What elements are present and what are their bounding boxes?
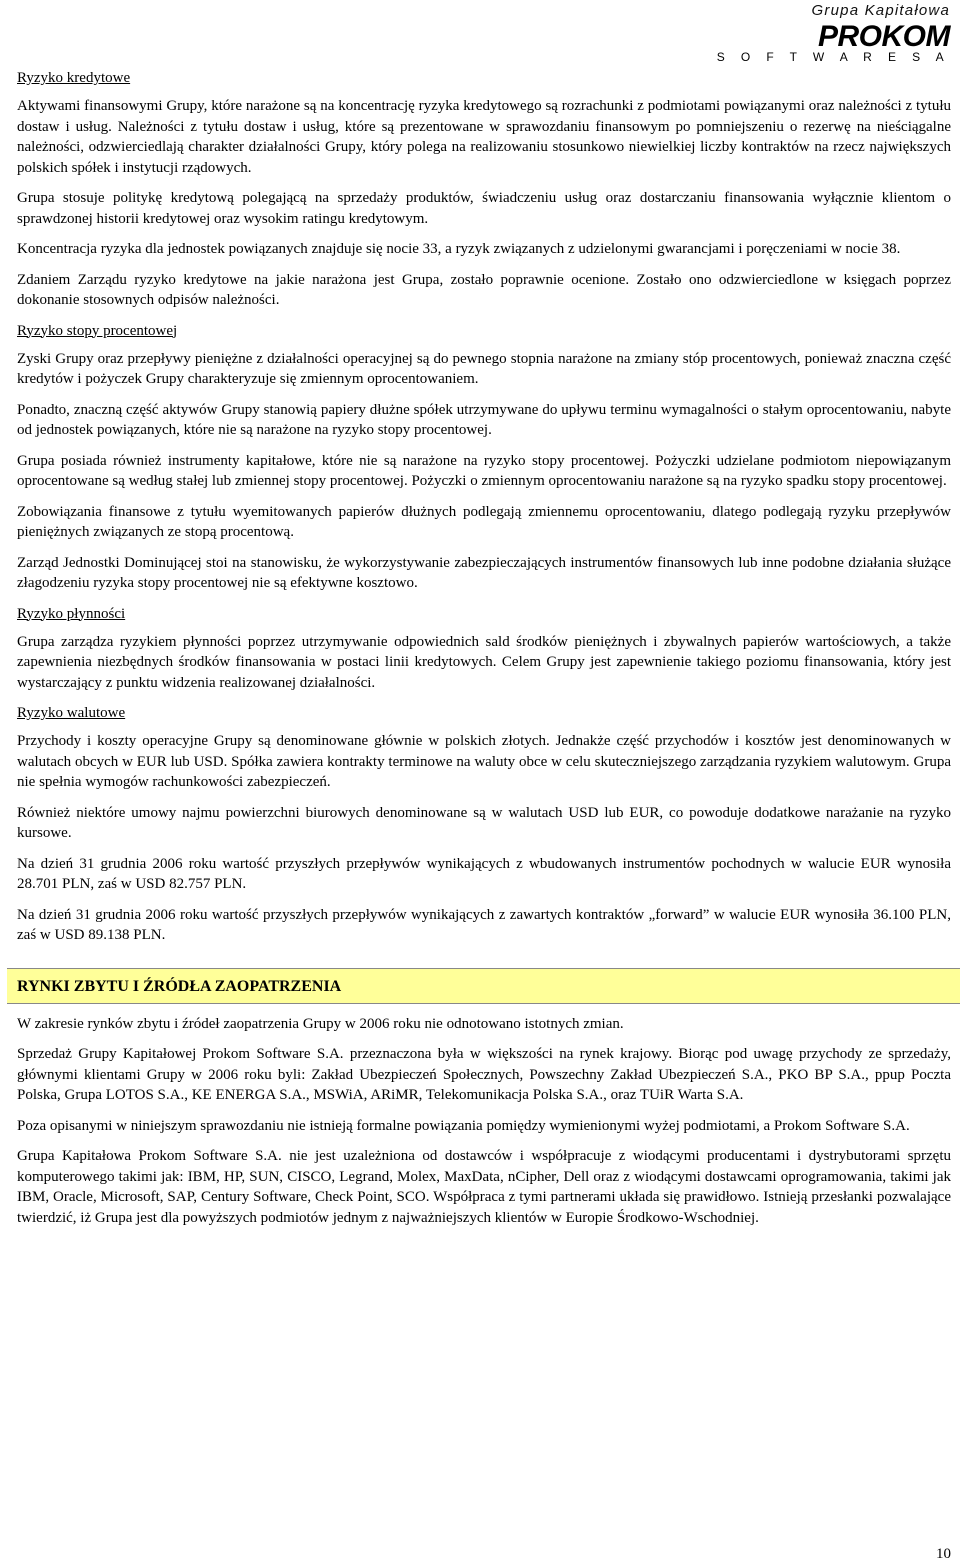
paragraph: Grupa stosuje politykę kredytową polegającą na sprzedaży produktów, świadczeniu usług oraz dostarczaniu finansowania wyłącznie klientom o sprawdzonej historii kredytowej oraz wysokim ratingu kredytowym. xyxy=(17,190,951,227)
paragraph: Na dzień 31 grudnia 2006 roku wartość przyszłych przepływów wynikających z wbudowanych instrumentów pochodnych w walucie EUR wynosiła 28.701 PLN, zaś w USD 82.757 PLN. xyxy=(17,855,951,892)
paragraph: Przychody i koszty operacyjne Grupy są denominowane głównie w polskich złotych. Jednakże część przychodów i kosztów jest denominowanych w walutach obcych w EUR lub USD. Spółka zawiera kontrakty terminowe na waluty obce w celu skuteczniejszego zarządzania ryzykiem walutowym. Grupa nie spełnia wymogów rachunkowości zabezpieczeń. xyxy=(17,733,951,790)
logo-sub-text: S O F T W A R E S A xyxy=(716,50,950,64)
paragraph: Zarząd Jednostki Dominującej stoi na stanowisku, że wykorzystywanie zabezpieczających instrumentów finansowych lub inne podobne działania służące złagodzeniu ryzyka stopy procentowej nie są efektywne kosztowo. xyxy=(17,554,951,591)
paragraph: Grupa zarządza ryzykiem płynności poprzez utrzymywanie odpowiednich sald środków pieniężnych i zbywalnych papierów wartościowych, a także zapewnienia niezbędnych środków finansowania w postaci linii kredytowych. Celem Grupy jest zapewnienie takiego poziomu finansowania, który jest wystarczający z punktu widzenia realizowanej działalności. xyxy=(17,633,951,691)
paragraph: W zakresie rynków zbytu i źródeł zaopatrzenia Grupy w 2006 roku nie odnotowano istotnych zmian. xyxy=(17,1015,624,1032)
paragraph: Zdaniem Zarządu ryzyko kredytowe na jakie narażona jest Grupa, zostało poprawnie ocenione. Zostało ono odzwierciedlone w księgach poprzez dokonanie stosownych odpisów należności. xyxy=(17,271,951,308)
paragraph: Zyski Grupy oraz przepływy pieniężne z działalności operacyjnej są do pewnego stopnia narażone na zmiany stóp procentowych, ponieważ znaczna część kredytów i pożyczek Grupy charakteryzuje się zmiennym oprocentowaniem. xyxy=(17,350,951,387)
paragraph: Sprzedaż Grupy Kapitałowej Prokom Software S.A. przeznaczona była w większości na rynek krajowy. Biorąc pod uwagę przychody ze sprzedaży, głównymi klientami Grupy w 2006 roku byli: Zakład Ubezpieczeń Społecznych, Powszechny Zakład Ubezpieczeń S.A., PKO BP S.A., ppup Poczta Polska, Grupa LOTOS S.A., KE ENERGA S.A., MSWiA, ARiMR, Telekomunikacja Polska S.A., oraz TUiR Warta S.A. xyxy=(17,1046,951,1103)
heading-ryzyko-kredytowe: Ryzyko kredytowe xyxy=(17,70,131,86)
paragraph: Ponadto, znaczną część aktywów Grupy stanowią papiery dłużne spółek utrzymywane do upływu terminu wymagalności o stałym oprocentowaniu, nabyte od jednostek powiązanych, które nie są narażone na ryzyko stopy procentowej. xyxy=(17,401,951,438)
paragraph: Poza opisanymi w niniejszym sprawozdaniu nie istnieją formalne powiązania pomiędzy wymienionymi wyżej podmiotami, a Prokom Software S.A. xyxy=(17,1117,910,1134)
paragraph: Na dzień 31 grudnia 2006 roku wartość przyszłych przepływów wynikających z zawartych kontraktów „forward” w walucie EUR wynosiła 36.100 PLN, zaś w USD 89.138 PLN. xyxy=(17,906,951,943)
company-logo xyxy=(717,2,950,63)
paragraph: Grupa posiada również instrumenty kapitałowe, które nie są narażone na ryzyko stopy procentowej. Pożyczki udzielane podmiotom niepowiązanym oprocentowane są według stałej lub zmiennej stopy procentowej. Pożyczki o zmiennym oprocentowaniu narażone są na ryzyko spadku stopy procentowej. xyxy=(17,452,951,489)
heading-ryzyko-stopy-procentowej: Ryzyko stopy procentowej xyxy=(17,322,178,339)
paragraph: Zobowiązania finansowe z tytułu wyemitowanych papierów dłużnych podlegają zmiennemu oprocentowaniu, dlatego podlegają ryzyku przepływów pieniężnych związanych ze stopą procentową. xyxy=(17,503,951,540)
page-number: 10 xyxy=(936,1546,951,1562)
paragraph: Również niektóre umowy najmu powierzchni biurowych denominowane są w walutach USD lub EUR, co powoduje dodatkowe narażanie na ryzyko kursowe. xyxy=(17,804,951,841)
logo-brand-text: PROKOM xyxy=(818,20,950,53)
section-heading-rynki-zbytu: RYNKI ZBYTU I ŹRÓDŁA ZAOPATRZENIA xyxy=(7,968,960,1004)
paragraph: Grupa Kapitałowa Prokom Software S.A. nie jest uzależniona od dostawców i współpracuje z wiodącymi producentami i dystrybutorami sprzętu komputerowego takimi jak: IBM, HP, SUN, CISCO, Legrand, Molex, MaxData, nCipher, Dell oraz z wiodącymi dostawcami oprogramowania, takimi jak IBM, Oracle, Microsoft, SAP, Century Software, Check Point, SCO. Współpraca z tymi partnerami układa się prawidłowo. Istnieją przesłanki pozwalające twierdzić, iż Grupa jest dla powyższych podmiotów jednym z najważniejszych klientów w Europie Środkowo-Wschodniej. xyxy=(17,1148,951,1226)
heading-ryzyko-walutowe: Ryzyko walutowe xyxy=(17,705,126,721)
heading-ryzyko-plynnosci: Ryzyko płynności xyxy=(17,605,126,622)
document-body xyxy=(17,68,951,1238)
paragraph: Aktywami finansowymi Grupy, które narażone są na koncentrację ryzyka kredytowego są rozrachunki z podmiotami powiązanymi oraz należności z tytułu dostaw i usług. Należności z tytułu dostaw i usług, które są prezentowane w sprawozdaniu finansowym po pomniejszeniu o rezerwę na nieściągalne należności, odzwierciedlają charakter działalności Grupy, który polega na realizowaniu stosunkowo niewielkiej liczby kontraktów na rzecz największych polskich spółek i instytucji rządowych. xyxy=(17,98,951,176)
logo-group-text: Grupa Kapitałowa xyxy=(811,2,950,19)
paragraph: Koncentracja ryzyka dla jednostek powiązanych znajduje się nocie 33, a ryzyk związanych z udzielonymi gwarancjami i poręczeniami w nocie 38. xyxy=(17,241,901,257)
